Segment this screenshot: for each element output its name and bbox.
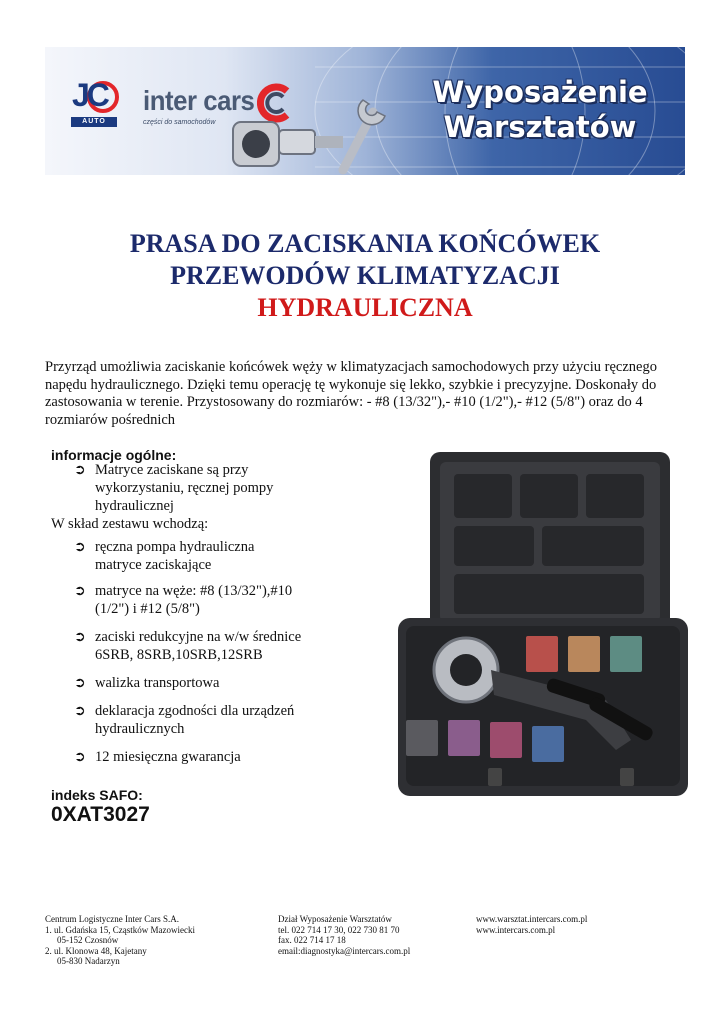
list-item-text: wykorzystaniu, ręcznej pompy: [95, 480, 274, 496]
footer-line: 1. ul. Gdańska 15, Cząstków Mazowiecki: [45, 924, 195, 935]
list-item-text: 6SRB, 8SRB,10SRB,12SRB: [95, 647, 263, 663]
inter-cars-logo-text: inter cars: [143, 85, 255, 116]
list-item-text: Matryce zaciskane są przy: [95, 462, 249, 478]
arrow-circle-icon: ➲: [74, 629, 86, 645]
footer-line: Centrum Logistyczne Inter Cars S.A.: [45, 914, 179, 924]
product-description: [45, 359, 685, 429]
arrow-circle-icon: ➲: [74, 462, 86, 478]
arrow-circle-icon: ➲: [74, 703, 86, 719]
inter-cars-slogan: części do samochodów: [143, 119, 216, 126]
description-line: Przyrząd umożliwia zaciskanie końcówek węży w klimatyzacjach samochodowych przy użyciu ręcznego: [45, 359, 657, 375]
arrow-circle-icon: ➲: [74, 749, 86, 765]
description-line: zastosowania w terenie. Przystosowany do rozmiarów: - #8 (13/32"),- #10 (1/2"),- #12 (5/8") oraz do 4: [45, 394, 643, 410]
crimping-tool-case-image: [396, 450, 696, 798]
footer-address: [45, 914, 195, 967]
banner-title-line1: Wyposażenie: [432, 75, 648, 109]
tools-socket-wrench-icon: [223, 92, 398, 175]
product-title-line3: HYDRAULICZNA: [257, 293, 473, 322]
banner-title: [400, 75, 680, 145]
header-banner: [45, 47, 685, 175]
footer-link[interactable]: www.warsztat.intercars.com.pl: [476, 914, 588, 924]
product-title-line2: PRZEWODÓW KLIMATYZACJI: [170, 261, 560, 290]
footer-line: fax. 022 714 17 18: [278, 935, 346, 945]
banner-title-line2: Warsztatów: [443, 110, 637, 144]
footer-contact: [278, 914, 410, 956]
description-line: napędu hydraulicznego. Dzięki temu operację tę wykonuje się lekko, szybkie i precyzyjne. Doskonały do: [45, 376, 657, 393]
footer-link[interactable]: www.intercars.com.pl: [476, 924, 556, 935]
arrow-circle-icon: ➲: [74, 539, 86, 555]
jc-logo-text: JC: [72, 77, 107, 113]
description-line: rozmiarów pośrednich: [45, 411, 176, 428]
jc-logo-subtext: AUTO: [71, 117, 117, 127]
list-item-text: 12 miesięczna gwarancja: [95, 749, 241, 765]
footer-line: tel. 022 714 17 30, 022 730 81 70: [278, 924, 400, 935]
arrow-circle-icon: ➲: [74, 675, 86, 691]
list-item-text: deklaracja zgodności dla urządzeń: [95, 703, 295, 719]
arrow-circle-icon: ➲: [74, 583, 86, 599]
footer-line: 2. ul. Klonowa 48, Kajetany: [45, 945, 147, 956]
list-item-text: walizka transportowa: [95, 675, 220, 691]
general-info-heading: informacje ogólne:: [51, 447, 177, 463]
safo-index-label: indeks SAFO:: [51, 787, 143, 803]
list-item-text: hydraulicznych: [95, 721, 185, 737]
list-item-text: ręczna pompa hydrauliczna: [95, 539, 255, 555]
list-item-text: matryce na węże: #8 (13/32"),#10: [95, 583, 293, 599]
list-item-text: hydraulicznej: [95, 498, 174, 514]
footer-line: 05-830 Nadarzyn: [57, 956, 120, 966]
list-item-text: matryce zaciskające: [95, 557, 212, 573]
footer-websites: [476, 914, 587, 935]
set-contents-heading: W skład zestawu wchodzą:: [51, 516, 209, 532]
list-item-text: zaciski redukcyjne na w/w średnice: [95, 629, 302, 645]
list-item-text: (1/2") i #12 (5/8"): [95, 601, 200, 617]
footer-email[interactable]: email:diagnostyka@intercars.com.pl: [278, 945, 411, 956]
safo-index-code: 0XAT3027: [51, 803, 150, 826]
product-title-line1: PRASA DO ZACISKANIA KOŃCÓWEK: [129, 229, 601, 258]
footer-line: Dział Wyposażenie Warsztatów: [278, 914, 392, 924]
footer-line: 05-152 Czosnów: [57, 935, 119, 945]
